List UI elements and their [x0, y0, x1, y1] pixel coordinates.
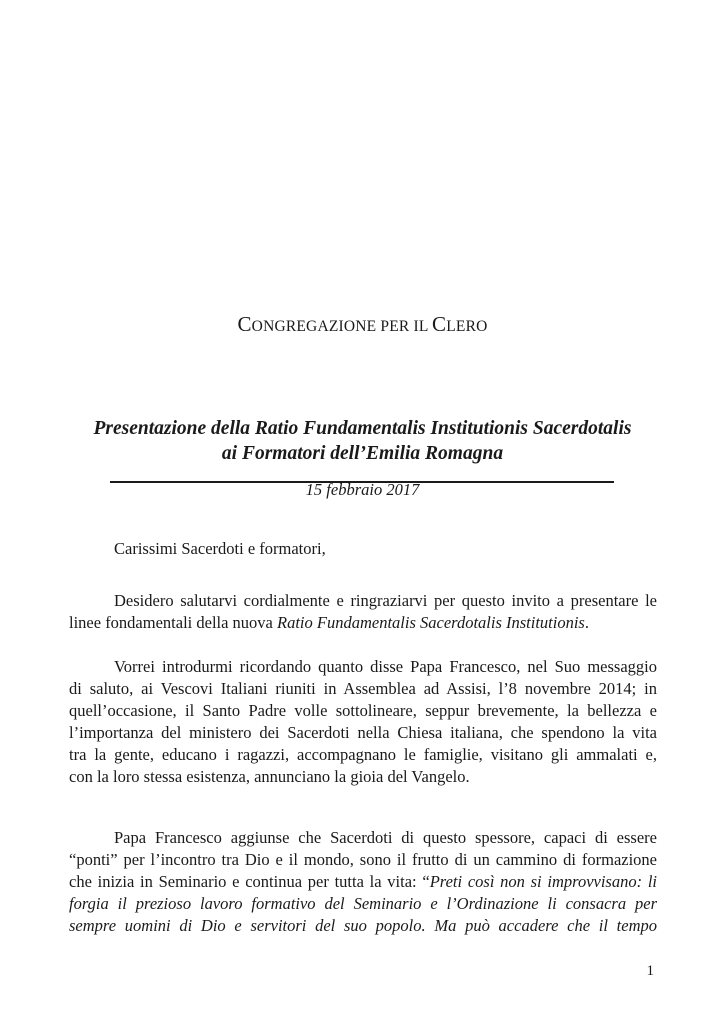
italic-run: Preti così non si improvvisano: li — [429, 872, 657, 891]
text-line: quell’occasione, il Santo Padre volle sottolineare, seppur brevemente, la bellezza e — [69, 701, 657, 720]
italic-run: Ratio Fundamentalis Sacerdotalis Institutionis — [277, 613, 585, 632]
text-run: . — [584, 613, 589, 632]
congregation-heading — [0, 312, 725, 337]
paragraph-3 — [69, 827, 657, 937]
title-line: Presentazione della Ratio Fundamentalis Institutionis Sacerdotalis — [93, 418, 632, 439]
text-line: “ponti” per l’incontro tra Dio e il mondo, sono il frutto di un cammino di formazione — [69, 850, 657, 869]
text-line: tra la gente, educano i ragazzi, accompagnano le famiglie, visitano gli ammalati e, — [69, 745, 657, 764]
salutation — [69, 538, 657, 560]
page-number: 1 — [646, 963, 654, 979]
text-line: Vorrei introdurmi ricordando quanto disse Papa Francesco, nel Suo messaggio — [114, 657, 657, 676]
text-line — [69, 915, 657, 937]
heading-smallcaps: LERO — [446, 318, 488, 335]
paragraph-1 — [69, 590, 657, 634]
italic-run: sempre uomini di Dio e servitori del suo popolo. Ma può accadere che il tempo — [69, 916, 657, 935]
text-run: che inizia in Seminario e continua per tutta la vita: “ — [69, 872, 430, 891]
heading-initial: C — [432, 312, 447, 336]
text-line: di saluto, ai Vescovi Italiani riuniti in Assemblea ad Assisi, l’8 novembre 2014; in — [69, 679, 657, 698]
heading-smallcaps: ONGREGAZIONE PER IL — [251, 318, 433, 335]
italic-run: forgia il prezioso lavoro formativo del Seminario e l’Ordinazione li consacra per — [69, 894, 657, 913]
text-line — [69, 893, 657, 915]
paragraph-2 — [69, 656, 657, 788]
text-line — [69, 871, 657, 893]
text-line: l’importanza del ministero dei Sacerdoti nella Chiesa italiana, che spendono la vita — [69, 723, 657, 742]
text-run: linee fondamentali della nuova — [69, 613, 278, 632]
title-line: ai Formatori dell’Emilia Romagna — [221, 443, 504, 464]
document-title — [0, 416, 725, 466]
text-line: con la loro stessa esistenza, annunciano la gioia del Vangelo. — [69, 767, 470, 786]
text-line — [69, 612, 657, 634]
text-line: Papa Francesco aggiunse che Sacerdoti di questo spessore, capaci di essere — [114, 828, 657, 847]
heading-initial: C — [237, 312, 252, 336]
text-line: Desidero salutarvi cordialmente e ringraziarvi per questo invito a presentare le — [114, 591, 657, 610]
document-date: 15 febbraio 2017 — [305, 480, 420, 499]
salutation-line: Carissimi Sacerdoti e formatori, — [114, 539, 326, 558]
